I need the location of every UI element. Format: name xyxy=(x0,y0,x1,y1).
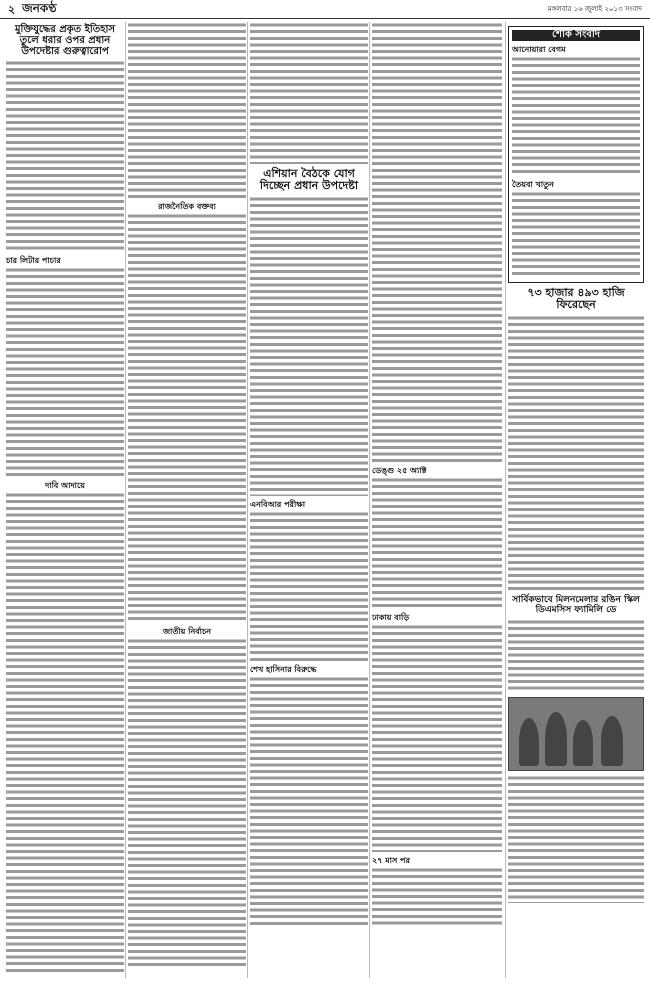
obituary-body xyxy=(512,191,640,275)
article-body xyxy=(6,267,124,477)
headline-hajj: ৭৩ হাজার ৪৯৩ হাজি ফিরেছেন xyxy=(527,285,625,311)
column-3 xyxy=(250,22,368,930)
column-1 xyxy=(6,22,124,976)
article-body xyxy=(250,511,368,661)
page-header xyxy=(0,0,650,19)
newspaper-name: জনকণ্ঠ xyxy=(22,1,57,15)
obituary-body xyxy=(512,56,640,176)
column-5 xyxy=(508,22,644,907)
subhead: ডেঙ্গু ২৫ অ্যাক্ট xyxy=(372,466,427,475)
article-body xyxy=(372,624,502,852)
article-body xyxy=(128,22,246,198)
headline-history: মুক্তিযুদ্ধের প্রকৃত ইতিহাস তুলে ধরার ওপর প্রধান উপদেষ্টার গুরুত্বারোপ xyxy=(15,24,115,57)
subhead: দাবি আদায়ে xyxy=(45,481,85,490)
column-divider xyxy=(125,22,126,978)
article-body xyxy=(508,775,644,903)
article-body xyxy=(372,22,502,462)
obituary-box xyxy=(508,26,644,283)
obituary-name: আনোয়ারা বেগম xyxy=(512,44,566,54)
subhead: ঢাকায় বাড়ি xyxy=(372,613,410,622)
article-body xyxy=(508,619,644,693)
subhead: চার লিটার পাচার xyxy=(6,256,61,265)
article-body xyxy=(128,213,246,623)
news-photo xyxy=(508,697,644,771)
headline-family-day: সার্বিকভাবে মিলনমেলার রঙিন স্কিল ডিএমসিস ফ্যামিলি ডে xyxy=(512,594,640,615)
obituary-title: শোক সংবাদ xyxy=(512,30,640,41)
column-divider xyxy=(369,22,370,978)
article-body xyxy=(508,315,644,591)
article-body xyxy=(250,196,368,496)
subhead: এনবিআর পরীক্ষা xyxy=(250,500,306,509)
article-body xyxy=(128,638,246,968)
obituary-name: তৈয়বা খাতুন xyxy=(512,179,554,189)
page-number: ২ xyxy=(8,3,16,16)
subhead: ২৭ মাস পর xyxy=(372,856,410,865)
column-4 xyxy=(372,22,502,931)
subhead: শেখ হাসিনার বিরুদ্ধে xyxy=(250,665,317,674)
article-body xyxy=(6,492,124,972)
subhead: জাতীয় নির্বাচন xyxy=(162,627,212,636)
headline-asian-meeting: এশিয়ান বৈঠকে যোগ দিচ্ছেন প্রধান উপদেষ্টা xyxy=(259,167,359,192)
column-divider xyxy=(247,22,248,978)
issue-date: মঙ্গলবার ১৬ জুলাই ২০১৩ সংবাদ xyxy=(547,5,642,13)
article-body xyxy=(372,477,502,609)
column-divider xyxy=(505,22,506,978)
article-body xyxy=(250,676,368,926)
article-body xyxy=(250,22,368,164)
subhead: রাজনৈতিক বক্তব্য xyxy=(158,202,216,211)
article-body xyxy=(6,60,124,252)
article-body xyxy=(372,867,502,927)
column-2 xyxy=(128,22,246,972)
